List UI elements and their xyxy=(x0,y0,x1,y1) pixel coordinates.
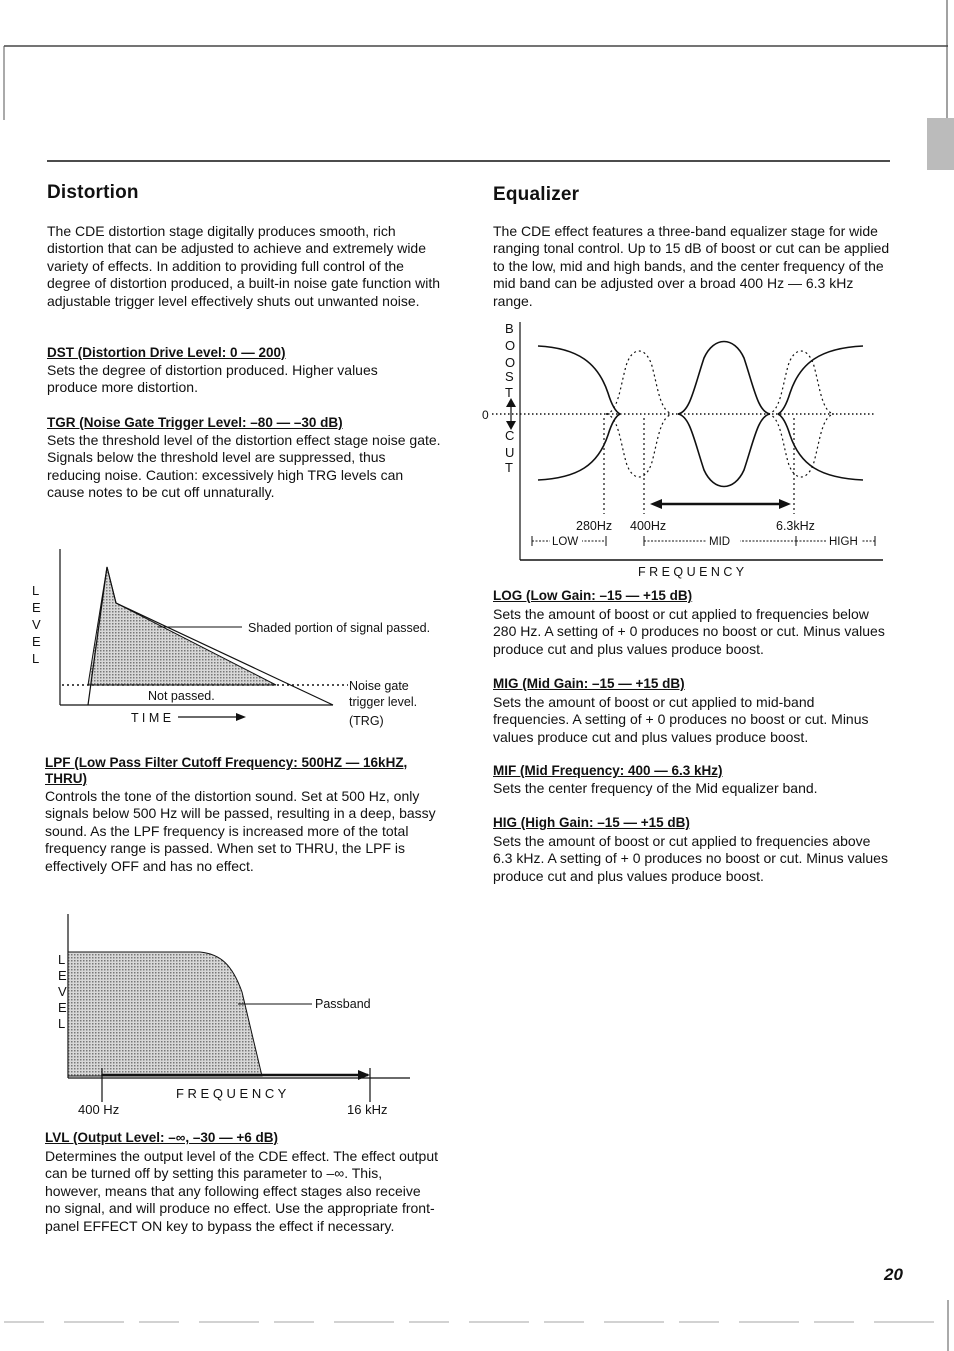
zero-label: 0 xyxy=(482,408,489,422)
level-letter: E xyxy=(32,634,41,649)
passband-label: Passband xyxy=(315,997,371,1011)
frequency-axis-label: F R E Q U E N C Y xyxy=(638,565,745,579)
level-letter: E xyxy=(58,968,67,983)
cut-letter: U xyxy=(505,445,515,460)
mif-param-body: Sets the center frequency of the Mid equalizer band. xyxy=(493,780,818,796)
boost-letter: O xyxy=(505,355,516,370)
boost-letter: T xyxy=(505,385,513,400)
dst-param-label: DST (Distortion Drive Level: 0 — 200) xyxy=(47,345,286,360)
level-letter: L xyxy=(58,952,66,967)
high-band-label: HIGH xyxy=(829,536,858,548)
level-letter: E xyxy=(58,1000,67,1015)
time-axis-label: T I M E xyxy=(131,711,172,725)
lpf-param-label: LPF (Low Pass Filter Cutoff Frequency: 500HZ — 16kHZ, THRU) xyxy=(45,755,408,786)
mif-param-label: MIF (Mid Frequency: 400 — 6.3 kHz) xyxy=(493,763,723,778)
eq-diagram xyxy=(478,318,888,583)
boost-letter: S xyxy=(505,369,514,384)
distortion-heading: Distortion xyxy=(47,182,139,203)
level-letters xyxy=(32,583,41,666)
level-letters xyxy=(58,952,67,1031)
freq-400hz-label: 400Hz xyxy=(630,519,667,533)
noise-gate-diagram xyxy=(28,545,448,735)
frequency-axis-label: F R E Q U E N C Y xyxy=(176,1086,287,1101)
cut-letter: C xyxy=(505,428,515,443)
freq-280hz-label: 280Hz xyxy=(576,519,613,533)
level-letter: L xyxy=(32,583,40,598)
page-number: 20 xyxy=(884,1265,903,1284)
dst-param-body: Sets the degree of distortion produced. Higher values produce more distortion. xyxy=(47,362,378,396)
level-letter: L xyxy=(32,651,40,666)
noise-gate-label-line2: trigger level. xyxy=(349,695,418,709)
noise-gate-label-line3: (TRG) xyxy=(349,714,384,728)
equalizer-heading: Equalizer xyxy=(493,184,580,205)
equalizer-intro: The CDE effect features a three-band equalizer stage for wide ranging tonal control. Up to 15 dB of boost or cut can be applied to the low, mid and high bands, and the center frequency of the mid band can be adjusted over a broad 400 Hz — 6.3 kHz range. xyxy=(493,223,890,309)
hig-param-label: HIG (High Gain: –15 — +15 dB) xyxy=(493,815,690,830)
cut-letters xyxy=(505,428,514,475)
low-band-label: LOW xyxy=(552,536,579,548)
noise-gate-label-line1: Noise gate xyxy=(349,679,409,693)
low-frequency-label: 400 Hz xyxy=(78,1102,120,1117)
tgr-param-label: TGR (Noise Gate Trigger Level: –80 — –30 dB) xyxy=(47,415,343,430)
mig-param-label: MIG (Mid Gain: –15 — +15 dB) xyxy=(493,676,685,691)
log-param-label: LOG (Low Gain: –15 — +15 dB) xyxy=(493,588,693,603)
level-letter: V xyxy=(32,617,41,632)
mid-band-label: MID xyxy=(709,536,731,548)
mig-param-body: Sets the amount of boost or cut applied to mid-band frequencies. A setting of + 0 produces no boost or cut. Minus values produce cut and plus values produce boost. xyxy=(493,694,869,745)
lvl-param-label: LVL (Output Level: –∞, –30 — +6 dB) xyxy=(45,1130,279,1145)
log-param-body: Sets the amount of boost or cut applied to frequencies below 280 Hz. A setting of + 0 produces no boost or cut. Minus values produce cut and plus values produce boost. xyxy=(493,606,885,657)
hig-param-body: Sets the amount of boost or cut applied to frequencies above 6.3 kHz. A setting of + 0 produces no boost or cut. Minus values produce cut and plus values produce boost. xyxy=(493,833,888,884)
not-passed-label: Not passed. xyxy=(148,689,215,703)
shaded-portion-label: Shaded portion of signal passed. xyxy=(248,621,431,635)
lvl-param-body: Determines the output level of the CDE effect. The effect output can be turned off by setting this parameter to –∞. This, however, means that any following effect stages also receive no signal, and will produce no effect. Use the appropriate front-panel EFFECT ON key to bypass the effect if necessary. xyxy=(45,1148,439,1234)
thumb-tab xyxy=(927,118,954,170)
lpf-diagram xyxy=(50,912,430,1122)
high-frequency-label: 16 kHz xyxy=(347,1102,388,1117)
boost-letter: O xyxy=(505,338,516,353)
tgr-param-body: Sets the threshold level of the distortion effect stage noise gate. Signals below the threshold level are suppressed, thus reducing noise. Caution: excessively high TRG levels can cause notes to be cut off unnaturally. xyxy=(47,432,441,501)
boost-letter: B xyxy=(505,321,514,336)
lpf-param-body: Controls the tone of the distortion sound. Set at 500 Hz, only signals below 500 Hz will be passed, resulting in a deep, bassy sound. As the LPF frequency is increased more of the total frequency range is passed. When set to THRU, the LPF is effectively OFF and has no effect. xyxy=(45,788,436,874)
level-letter: E xyxy=(32,600,41,615)
level-letter: V xyxy=(58,984,67,999)
level-letter: L xyxy=(58,1016,66,1031)
cut-letter: T xyxy=(505,460,513,475)
distortion-intro: The CDE distortion stage digitally produces smooth, rich distortion that can be adjusted to achieve and extremely wide variety of effects. In addition to providing full control of the degree of distortion produced, a built-in noise gate function with adjustable trigger level effectively shuts out unwanted noise. xyxy=(47,223,441,309)
boost-letters xyxy=(505,321,515,400)
freq-6-3khz-label: 6.3kHz xyxy=(776,519,815,533)
